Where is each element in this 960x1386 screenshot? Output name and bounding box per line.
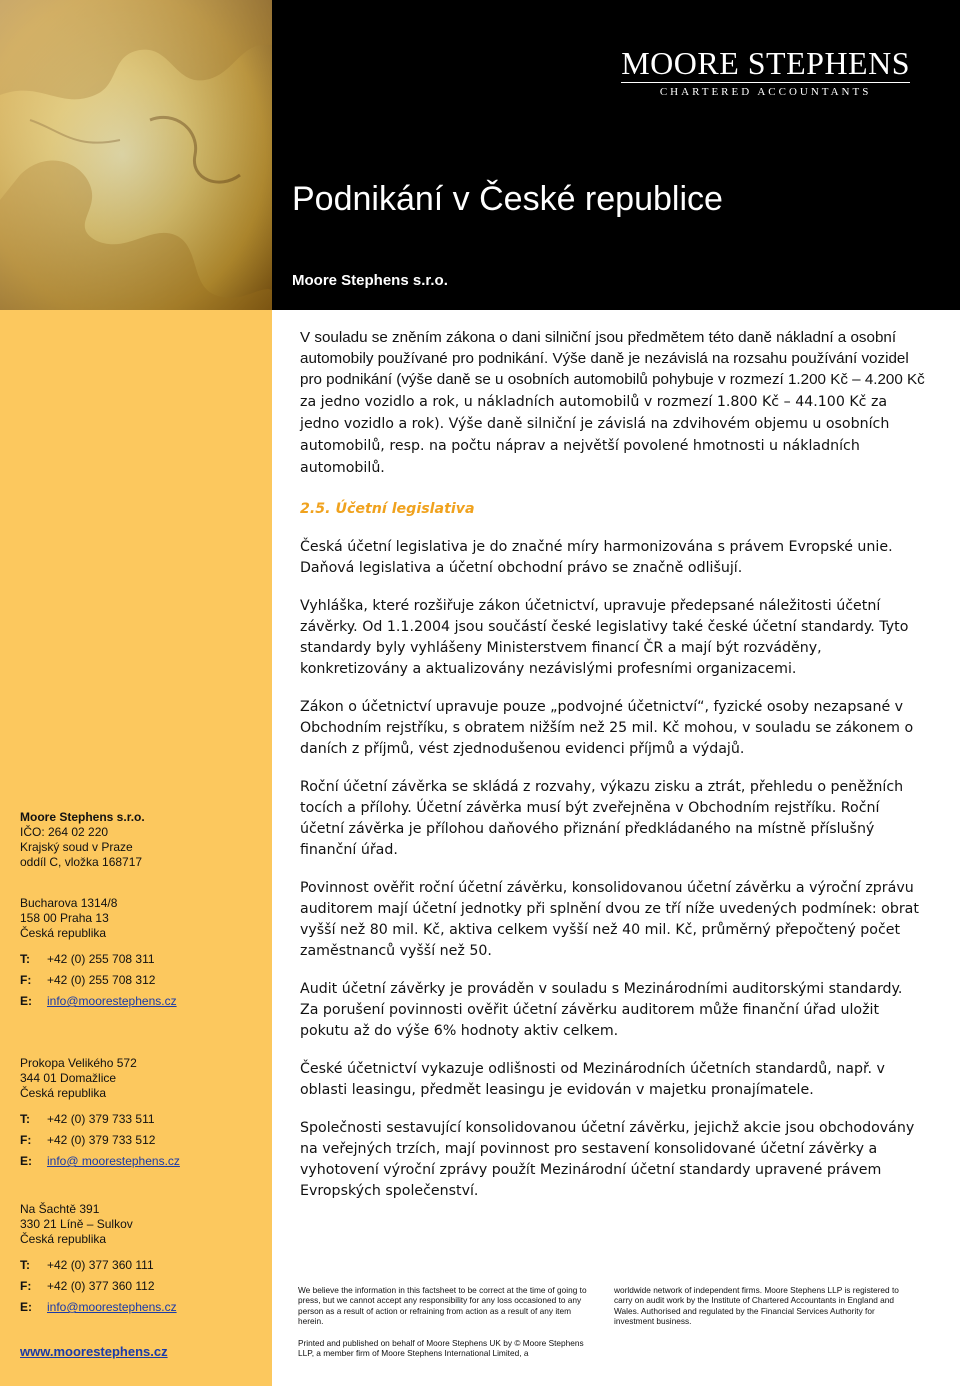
body-paragraph: Vyhláška, které rozšiřuje zákon účetnictví, upravuje předepsané náležitosti účetní závěrky. Od 1.1.2004 jsou součástí české legislativy také české účetní standardy. Tyto standardy byly vyhlášeny Ministerstvem financí ČR a mají být rozváděny, konkretizovány a aktualizovány nezávislými profesními organizacemi. <box>300 598 909 677</box>
email-label: E: <box>20 1300 32 1314</box>
body-paragraph: Zákon o účetnictví upravuje pouze „podvojné účetnictví“, fyzické osoby nezapsané v Obchodním rejstříku, s obratem nižším než 25 mil. Kč mohou, v souladu se zákonem o daních z příjmů, vést zjednodušenou evidenci příjmů a výdajů. <box>300 699 914 757</box>
fax-label: F: <box>20 973 32 987</box>
body-paragraph: Audit účetní závěrky je prováděn v souladu s Mezinárodními auditorskými standardy. Za porušení povinnosti ověřit účetní závěrku auditorem může finanční úřad uložit pokutu až do výše 6% hodnoty aktiv celkem. <box>300 981 903 1039</box>
company-name: Moore Stephens s.r.o. <box>292 272 448 289</box>
email-label: E: <box>20 1154 32 1168</box>
office-address-line: Česká republika <box>20 926 107 940</box>
company-info-line: IČO: 264 02 220 <box>20 825 109 839</box>
company-info <box>20 810 145 870</box>
puzzle-image <box>0 0 272 310</box>
brand-name: MOORE STEPHENS <box>621 45 910 81</box>
footer-disclaimer: We believe the information in this factsheet to be correct at the time of going to press, but we cannot accept any responsibility for any loss occasioned to any person as a result of action or refraining from action as a result of any item herein. <box>298 1285 587 1327</box>
office-fax-row <box>20 970 177 991</box>
office-email-row <box>20 1151 180 1172</box>
email-label: E: <box>20 994 32 1008</box>
office-address-line: Na Šachtě 391 <box>20 1202 100 1216</box>
office-phone-row <box>20 1255 177 1276</box>
company-info-line: oddíl C, vložka 168717 <box>20 855 143 869</box>
fax-label: F: <box>20 1133 32 1147</box>
office-email-row <box>20 1297 177 1318</box>
website-link[interactable]: www.moorestephens.cz <box>20 1344 168 1359</box>
brand-subtitle: CHARTERED ACCOUNTANTS <box>659 86 872 98</box>
office-address-line: Bucharova 1314/8 <box>20 896 118 910</box>
company-info-name: Moore Stephens s.r.o. <box>20 810 145 824</box>
office-email-link[interactable]: info@ moorestephens.cz <box>47 1154 180 1168</box>
brand-logo <box>621 46 910 98</box>
office-fax: +42 (0) 377 360 112 <box>47 1279 155 1293</box>
body-paragraph: Česká účetní legislativa je do značné míry harmonizována s právem Evropské unie. Daňová legislativa a účetní obchodní právo se značně odlišují. <box>300 539 893 576</box>
brand-divider <box>621 82 910 83</box>
office-praha <box>20 896 177 1012</box>
body-paragraph: České účetnictví vykazuje odlišnosti od Mezinárodních účetních standardů, např. v oblasti leasingu, předmět leasingu je evidován v majetku pronajímatele. <box>300 1061 885 1098</box>
website-block <box>20 1344 168 1360</box>
intro-paragraph <box>300 327 925 479</box>
sidebar <box>0 310 272 1386</box>
office-email-link[interactable]: info@moorestephens.cz <box>47 1300 177 1314</box>
office-address-line: 344 01 Domažlice <box>20 1071 117 1085</box>
main-content <box>300 327 925 1219</box>
office-phone-row <box>20 949 177 970</box>
office-phone-row <box>20 1109 180 1130</box>
office-phone: +42 (0) 255 708 311 <box>47 952 155 966</box>
office-address-line: 158 00 Praha 13 <box>20 911 109 925</box>
phone-label: T: <box>20 1258 30 1272</box>
office-fax-row <box>20 1276 177 1297</box>
company-info-line: Krajský soud v Praze <box>20 840 133 854</box>
office-line <box>20 1202 177 1318</box>
document-title: Podnikání v České republice <box>292 180 723 218</box>
office-address-line: 330 21 Líně – Sulkov <box>20 1217 133 1231</box>
office-fax: +42 (0) 379 733 512 <box>47 1133 156 1147</box>
header-banner <box>0 0 960 310</box>
intro-text-continued: za jedno vozidlo a rok, u nákladních automobilů v rozmezí 1.800 Kč – 44.100 Kč za jedno vozidlo a rok). Výše daně silniční je závislá na zdvihovém objemu u osobních automobilů, resp. na počtu náprav a největší povolené hmotnosti u nákladních automobilů. <box>300 394 890 476</box>
body-paragraph: Společnosti sestavující konsolidovanou účetní závěrku, jejichž akcie jsou obchodovány na veřejných trzích, mají povinnost pro sestavení konsolidované účetní závěrky a vyhotovení výroční zprávy použít Mezinárodní účetní standardy upravené právem Evropských společenství. <box>300 1120 915 1199</box>
office-address-line: Česká republika <box>20 1232 107 1246</box>
phone-label: T: <box>20 952 30 966</box>
intro-text: V souladu se zněním zákona o dani silniční jsou předmětem této daně nákladní a osobní automobily používané pro podnikání. Výše daně je nezávislá na rozsahu používání vozidel pro podnikání (výše daně se u osobních automobilů pohybuje v rozmezí 1.200 Kč – 4.200 Kč <box>300 329 925 388</box>
section-heading: 2.5. Účetní legislativa <box>300 501 475 517</box>
office-domazlice <box>20 1056 180 1172</box>
body-paragraph: Povinnost ověřit roční účetní závěrku, konsolidovanou účetní závěrku a výroční zprávu auditorem mají účetní jednotky při splnění dvou ze tří níže uvedených podmínek: obrat vyšší než 80 mil. Kč, aktiva celkem vyšší než 40 mil. Kč, průměrný přepočtený počet zaměstnanců vyšší než 50. <box>300 880 919 959</box>
office-phone: +42 (0) 377 360 111 <box>47 1258 154 1272</box>
footer-printed-note: Printed and published on behalf of Moore Stephens UK by © Moore Stephens LLP, a member firm of Moore Stephens International Limited, a <box>298 1338 584 1359</box>
footer-disclaimer-continued: worldwide network of independent firms. Moore Stephens LLP is registered to carry on audit work by the Institute of Chartered Accountants in England and Wales. Authorised and regulated by the Financial Services Authority for investment business. <box>614 1285 899 1327</box>
office-phone: +42 (0) 379 733 511 <box>47 1112 155 1126</box>
office-address-line: Česká republika <box>20 1086 107 1100</box>
phone-label: T: <box>20 1112 30 1126</box>
office-email-link[interactable]: info@moorestephens.cz <box>47 994 177 1008</box>
office-fax-row <box>20 1130 180 1151</box>
fax-label: F: <box>20 1279 32 1293</box>
office-fax: +42 (0) 255 708 312 <box>47 973 156 987</box>
office-email-row <box>20 991 177 1012</box>
body-paragraph: Roční účetní závěrka se skládá z rozvahy, výkazu zisku a ztrát, přehledu o peněžních tocích a přílohy. Účetní závěrka musí být zveřejněna v Obchodním rejstříku. Roční účetní závěrka je přílohou daňového přiznání předkládaného na místně příslušný finanční úřad. <box>300 779 904 858</box>
office-address-line: Prokopa Velikého 572 <box>20 1056 137 1070</box>
